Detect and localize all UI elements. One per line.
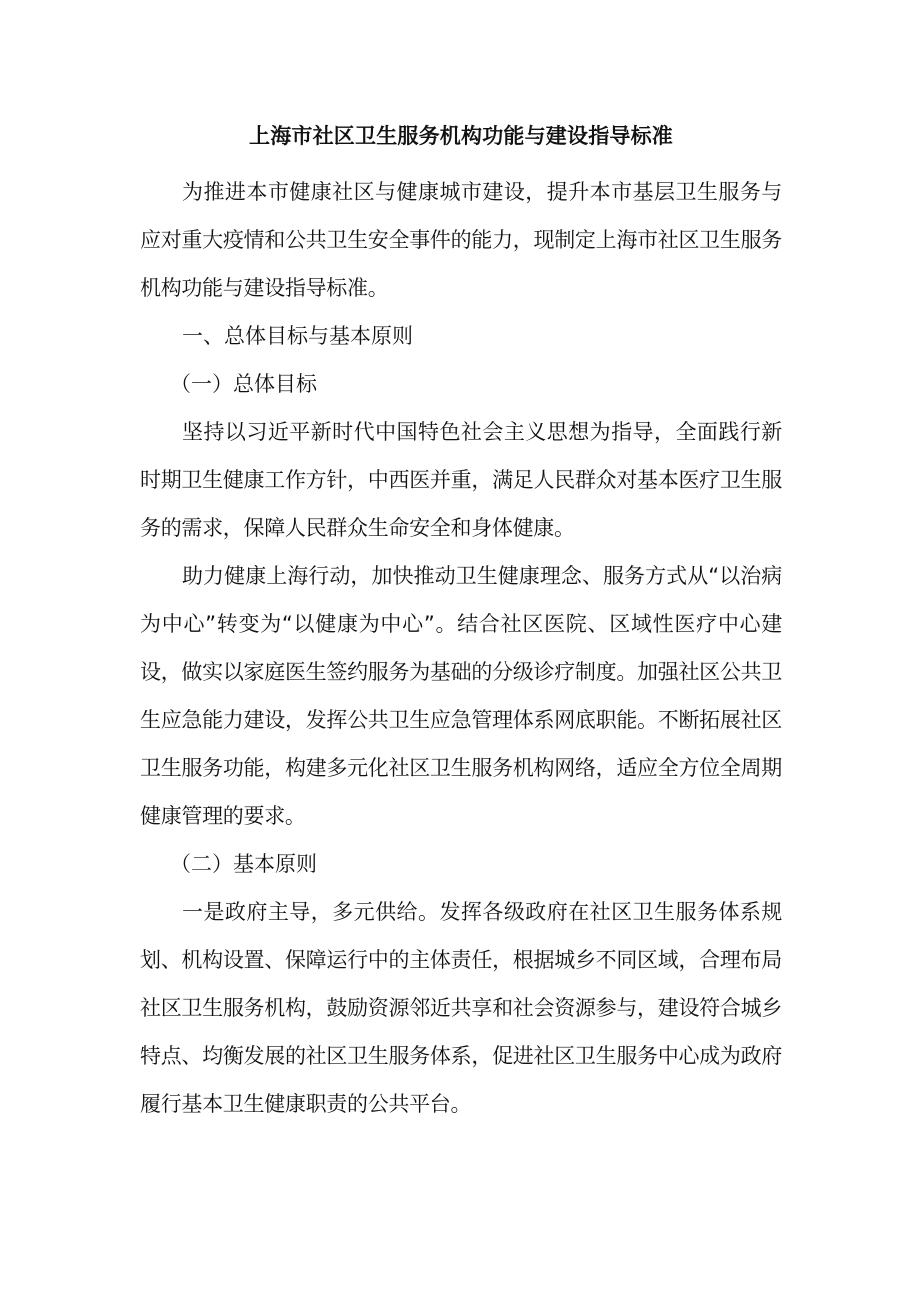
subsection-heading-goals: （一）总体目标 xyxy=(170,372,317,396)
principles-paragraph-1: 一是政府主导，多元供给。发挥各级政府在社区卫生服务体系规划、机构设置、保障运行中的主体责任，根据城乡不同区域，合理布局社区卫生服务机构，鼓励资源邻近共享和社会资源参与，建设符合城乡特点、均衡发展的社区卫生服务体系，促进社区卫生服务中心成为政府履行基本卫生健康职责的公共平台。 xyxy=(140,900,782,1116)
intro-paragraph: 为推进本市健康社区与健康城市建设，提升本市基层卫生服务与应对重大疫情和公共卫生安全事件的能力，现制定上海市社区卫生服务机构功能与建设指导标准。 xyxy=(140,180,782,300)
goals-paragraph-1: 坚持以习近平新时代中国特色社会主义思想为指导，全面践行新时期卫生健康工作方针，中西医并重，满足人民群众对基本医疗卫生服务的需求，保障人民群众生命安全和身体健康。 xyxy=(140,420,782,540)
subsection-heading-principles: （二）基本原则 xyxy=(170,852,317,876)
goals-paragraph-2: 助力健康上海行动，加快推动卫生健康理念、服务方式从“以治病为中心”转变为“以健康为中心”。结合社区医院、区域性医疗中心建设，做实以家庭医生签约服务为基础的分级诊疗制度。加强社区公共卫生应急能力建设，发挥公共卫生应急管理体系网底职能。不断拓展社区卫生服务功能，构建多元化社区卫生服务机构网络，适应全方位全周期健康管理的要求。 xyxy=(140,564,782,828)
section-heading: 一、总体目标与基本原则 xyxy=(182,324,413,348)
document-body xyxy=(140,118,782,1128)
document-title: 上海市社区卫生服务机构功能与建设指导标准 xyxy=(249,124,673,148)
